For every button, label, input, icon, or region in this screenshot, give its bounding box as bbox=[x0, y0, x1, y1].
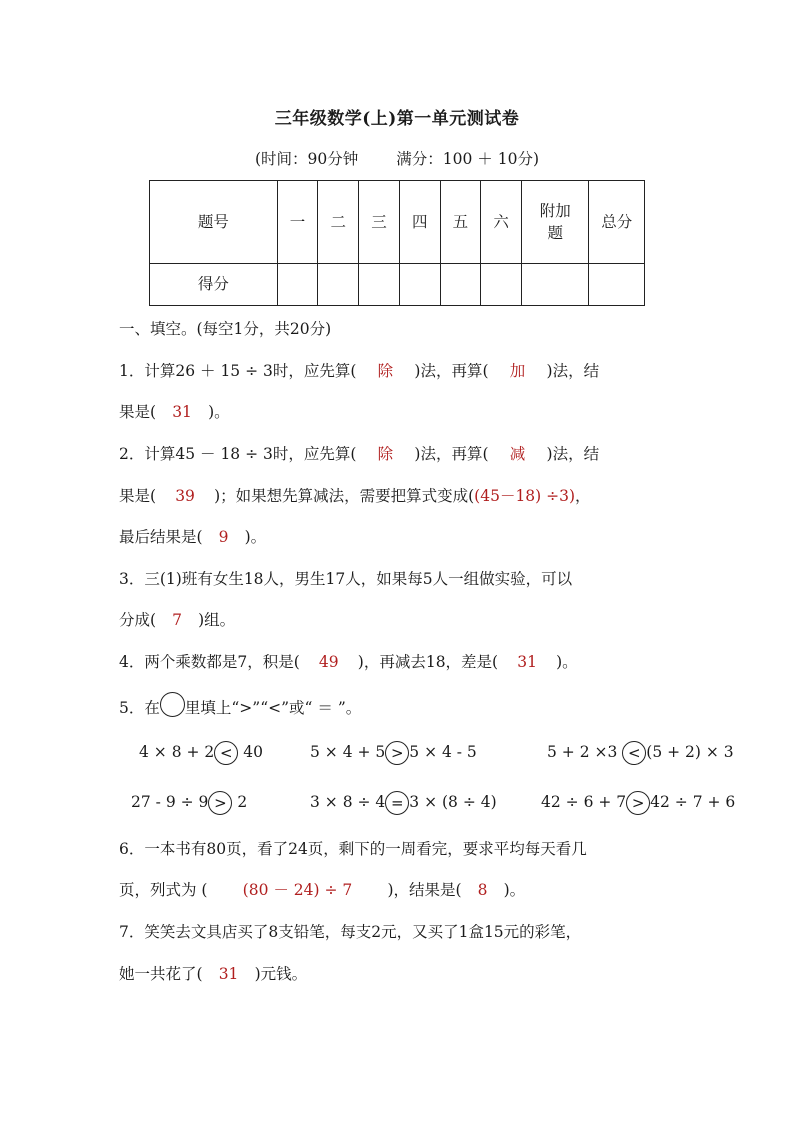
score-cell bbox=[440, 264, 481, 306]
comparison-expression: 42 ÷ 6 + 7 > 42 ÷ 7 + 6 bbox=[541, 791, 735, 815]
answer: 31 bbox=[172, 403, 192, 421]
comparison-circle: < bbox=[214, 741, 238, 765]
question-1-line-1: 1．计算26 ＋ 15 ÷ 3时，应先算( 除 )法，再算( 加 )法，结 bbox=[119, 359, 599, 381]
cell-bonus: 附加 题 bbox=[522, 181, 589, 264]
question-7-line-2: 她一共花了( 31 )元钱。 bbox=[119, 965, 308, 983]
score-table-header-row bbox=[150, 181, 645, 264]
score-table bbox=[149, 180, 645, 306]
cell-section-4: 四 bbox=[399, 181, 440, 264]
comparison-circle: > bbox=[385, 741, 409, 765]
cell-question-number: 题号 bbox=[150, 181, 278, 264]
question-2-line-3: 最后结果是( 9 )。 bbox=[119, 528, 267, 546]
question-7-line-1: 7．笑笑去文具店买了8支铅笔，每支2元，又买了1盒15元的彩笔， bbox=[119, 923, 582, 941]
answer: 加 bbox=[509, 362, 526, 380]
answer: (45－18) ÷3) bbox=[474, 487, 576, 505]
cell-section-2: 二 bbox=[318, 181, 359, 264]
score-cell bbox=[277, 264, 318, 306]
comparison-expression: 27 - 9 ÷ 9 > 2 bbox=[131, 791, 247, 815]
question-2-line-2: 果是( 39 )；如果想先算减法，需要把算式变成((45－18) ÷3)， bbox=[119, 484, 591, 506]
section-heading: 一、填空。(每空1分，共20分) bbox=[119, 320, 332, 338]
comparison-expression: 5 × 4 + 5 > 5 × 4 - 5 bbox=[310, 741, 477, 765]
answer: (80 － 24) ÷ 7 bbox=[242, 881, 353, 899]
score-cell bbox=[481, 264, 522, 306]
comparison-expression: 5 + 2 ×3 < (5 + 2) × 3 bbox=[547, 741, 734, 765]
answer: 9 bbox=[218, 528, 229, 546]
answer: 31 bbox=[218, 965, 239, 983]
question-3-line-1: 3．三(1)班有女生18人，男生17人，如果每5人一组做实验，可以 bbox=[119, 570, 573, 588]
cell-section-5: 五 bbox=[440, 181, 481, 264]
cell-score-label: 得分 bbox=[150, 264, 278, 306]
cell-section-6: 六 bbox=[481, 181, 522, 264]
comparison-circle: < bbox=[622, 741, 646, 765]
question-5: 5．在 里填上“>”“<”或“ ＝ ”。 bbox=[119, 692, 361, 718]
answer: 39 bbox=[175, 487, 195, 505]
score-cell bbox=[318, 264, 359, 306]
comparison-circle: > bbox=[626, 791, 650, 815]
page-title: 三年级数学(上)第一单元测试卷 bbox=[274, 109, 520, 129]
question-1-line-2: 果是( 31 )。 bbox=[119, 403, 230, 421]
answer: 减 bbox=[509, 445, 526, 463]
answer: 7 bbox=[172, 611, 182, 629]
circle-icon bbox=[160, 692, 185, 717]
answer: 31 bbox=[517, 653, 537, 671]
answer: 49 bbox=[318, 653, 339, 671]
comparison-circle: > bbox=[208, 791, 232, 815]
question-3-line-2: 分成( 7 )组。 bbox=[119, 611, 236, 629]
question-2-line-1: 2．计算45 － 18 ÷ 3时，应先算( 除 )法，再算( 减 )法，结 bbox=[119, 442, 599, 464]
comparison-expression: 4 × 8 + 2 < 40 bbox=[139, 741, 263, 765]
answer: 除 bbox=[377, 445, 394, 463]
comparison-circle: = bbox=[385, 791, 409, 815]
cell-total: 总分 bbox=[589, 181, 645, 264]
score-table-score-row bbox=[150, 264, 645, 306]
question-6-line-2: 页，列式为 ( (80 － 24) ÷ 7 )，结果是( 8 )。 bbox=[119, 878, 525, 900]
full-score: 满分：100 ＋ 10分) bbox=[396, 150, 539, 168]
score-cell bbox=[522, 264, 589, 306]
score-cell bbox=[589, 264, 645, 306]
comparison-expression: 3 × 8 ÷ 4 = 3 × (8 ÷ 4) bbox=[310, 791, 497, 815]
answer: 8 bbox=[477, 881, 488, 899]
question-6-line-1: 6．一本书有80页，看了24页，剩下的一周看完，要求平均每天看几 bbox=[119, 840, 587, 858]
cell-section-1: 一 bbox=[277, 181, 318, 264]
question-4: 4．两个乘数都是7，积是( 49 )，再减去18，差是( 31 )。 bbox=[119, 653, 578, 671]
cell-section-3: 三 bbox=[359, 181, 400, 264]
exam-info bbox=[0, 147, 794, 169]
score-cell bbox=[359, 264, 400, 306]
answer: 除 bbox=[377, 362, 394, 380]
time-limit: (时间：90分钟 bbox=[255, 150, 359, 168]
score-cell bbox=[399, 264, 440, 306]
